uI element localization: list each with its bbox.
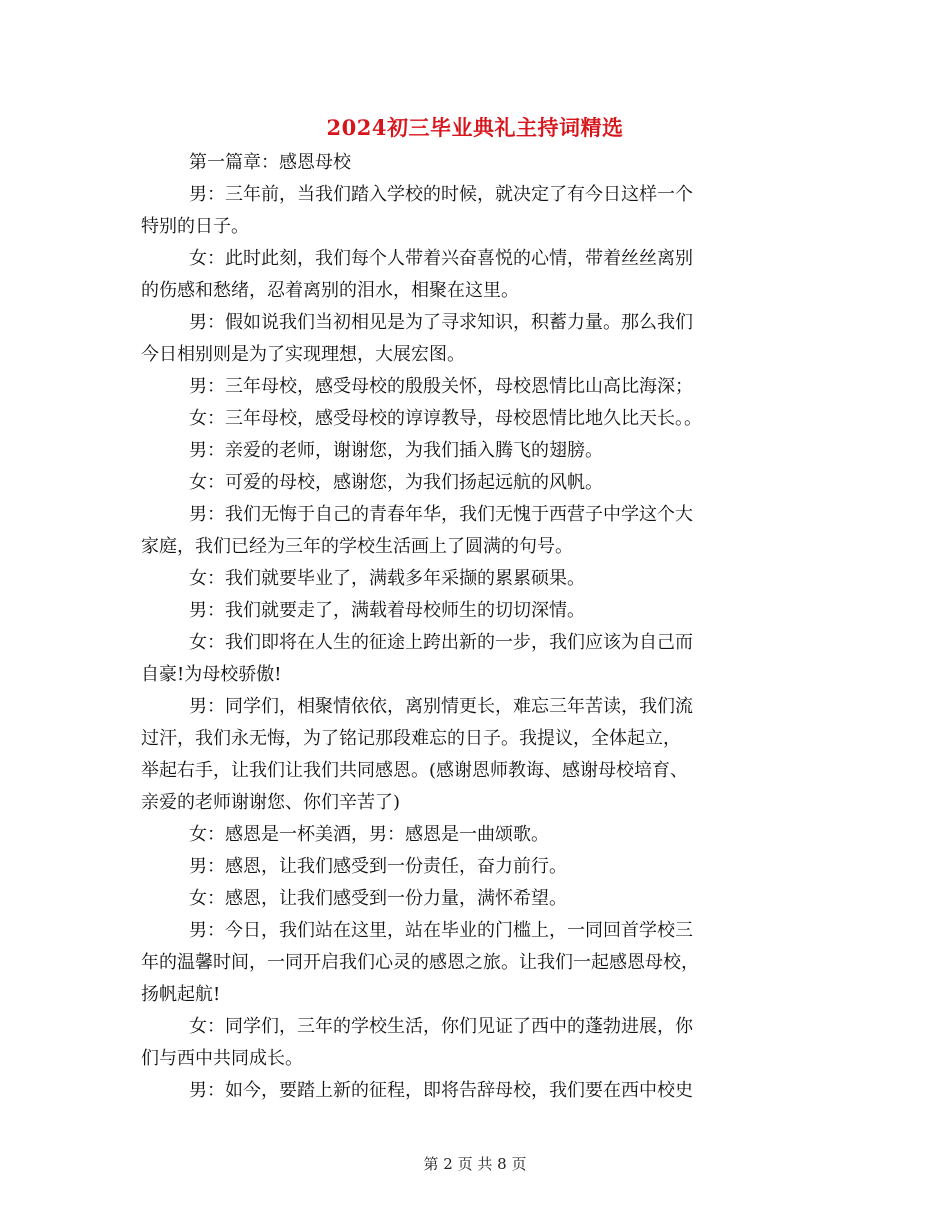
text-line: 男：同学们，相聚情依依，离别情更长，难忘三年苦读，我们流	[189, 696, 693, 717]
text-line: 自豪!为母校骄傲!	[141, 664, 282, 685]
text-line: 男：我们就要走了，满载着母校师生的切切深情。	[189, 600, 585, 621]
text-line: 男：如今，要踏上新的征程，即将告辞母校，我们要在西中校史	[189, 1080, 693, 1101]
text-line: 今日相别则是为了实现理想，大展宏图。	[141, 344, 465, 365]
text-line: 亲爱的老师谢谢您、你们辛苦了)	[141, 792, 401, 813]
text-line: 女：可爱的母校，感谢您，为我们扬起远航的风帆。	[189, 472, 603, 493]
text-line: 扬帆起航!	[141, 984, 221, 1005]
text-line: 男：我们无悔于自己的青春年华，我们无愧于西营子中学这个大	[189, 504, 693, 525]
text-line: 男：假如说我们当初相见是为了寻求知识，积蓄力量。那么我们	[189, 312, 693, 333]
text-line: 男：今日，我们站在这里，站在毕业的门槛上，一同回首学校三	[189, 920, 693, 941]
text-line: 女：我们就要毕业了，满载多年采撷的累累硕果。	[189, 568, 585, 589]
text-line: 女：三年母校，感受母校的谆谆教导，母校恩情比地久比天长。。	[189, 408, 702, 429]
text-line: 女：感恩是一杯美酒，男：感恩是一曲颂歌。	[189, 824, 549, 845]
text-line: 第一篇章：感恩母校	[189, 152, 351, 173]
document-body	[141, 147, 813, 1107]
text-line: 举起右手，让我们让我们共同感恩。(感谢恩师教诲、感谢母校培育、	[141, 760, 689, 781]
text-line: 男：亲爱的老师，谢谢您，为我们插入腾飞的翅膀。	[189, 440, 603, 461]
text-line: 男：感恩，让我们感受到一份责任，奋力前行。	[189, 856, 567, 877]
text-line: 家庭，我们已经为三年的学校生活画上了圆满的句号。	[141, 536, 573, 557]
document-title: 2024初三毕业典礼主持词精选	[326, 115, 624, 140]
text-line: 特别的日子。	[141, 216, 249, 237]
text-line: 男：三年母校，感受母校的殷殷关怀，母校恩情比山高比海深；	[189, 376, 693, 397]
text-line: 女：感恩，让我们感受到一份力量，满怀希望。	[189, 888, 567, 909]
text-line: 们与西中共同成长。	[141, 1048, 303, 1069]
text-line: 女：此时此刻，我们每个人带着兴奋喜悦的心情，带着丝丝离别	[189, 248, 693, 269]
page-number-footer: 第 2 页 共 8 页	[423, 1155, 527, 1173]
text-line: 女：我们即将在人生的征途上跨出新的一步，我们应该为自己而	[189, 632, 693, 653]
text-line: 年的温馨时间，一同开启我们心灵的感恩之旅。让我们一起感恩母校，	[141, 952, 699, 973]
text-line: 女：同学们，三年的学校生活，你们见证了西中的蓬勃进展，你	[189, 1016, 693, 1037]
text-line: 男：三年前，当我们踏入学校的时候，就决定了有今日这样一个	[189, 184, 693, 205]
text-line: 的伤感和愁绪，忍着离别的泪水，相聚在这里。	[141, 280, 519, 301]
text-line: 过汗，我们永无悔，为了铭记那段难忘的日子。我提议，全体起立，	[141, 728, 681, 749]
